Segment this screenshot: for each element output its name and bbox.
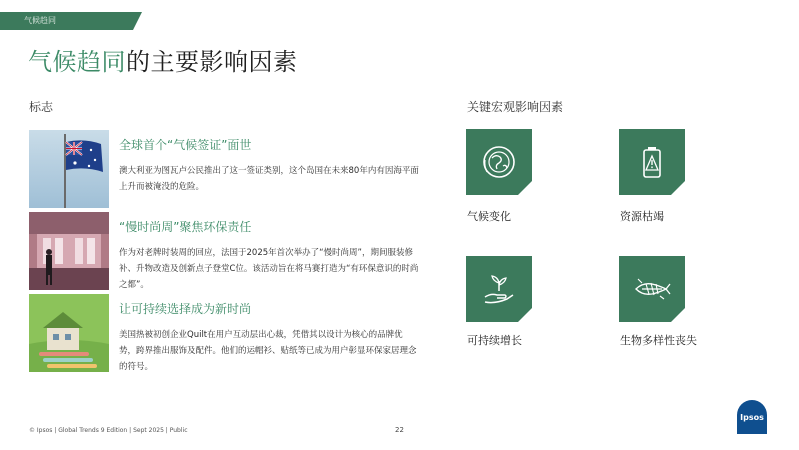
climate-change-tile [466, 129, 532, 195]
biodiversity-loss-tile [619, 256, 685, 322]
factor-label: 资源枯竭 [620, 210, 664, 223]
footer-text: © Ipsos | Global Trends 9 Edition | Sept 2025 | Public [29, 427, 188, 434]
page-title [28, 42, 298, 77]
factor-label: 可持续增长 [467, 334, 522, 347]
page-number: 22 [395, 426, 404, 434]
item-headline: 全球首个“气候签证”面世 [119, 138, 252, 152]
globe-icon [479, 142, 519, 182]
factor-label: 生物多样性丧失 [620, 334, 697, 347]
ipsos-logo: Ipsos [737, 400, 767, 434]
australia-flag-photo [29, 130, 109, 208]
fish-bone-icon [632, 269, 672, 309]
indicator-item-climate-visa [29, 130, 419, 212]
indicator-item-slow-fashion [29, 212, 419, 294]
title-accent: 气候趋同 [28, 48, 126, 76]
battery-warning-icon [632, 142, 672, 182]
indicator-item-sustainable-trend [29, 294, 419, 376]
hand-plant-icon [479, 269, 519, 309]
item-body: 美国热被初创企业Quilt在用户互动层出心裁，凭借其以设计为核心的品牌优势，跨界推出服饰及配件。他们的运帽衫、贴纸等已成为用户彰显环保家居理念的符号。 [119, 330, 417, 372]
item-body: 作为对老牌时装周的回应，法国于2025年首次举办了“慢时尚周”，期间服装修补、升物改造及创新点子登堂C位。该活动旨在将马赛打造为“有环保意识的时尚之都”。 [119, 248, 419, 290]
quilt-house-photo [29, 294, 109, 372]
factor-label: 气候变化 [467, 210, 511, 223]
sustainable-growth-tile [466, 256, 532, 322]
macro-factors-heading: 关键宏观影响因素 [467, 100, 564, 114]
indicators-heading: 标志 [29, 100, 54, 114]
item-headline: “慢时尚周”聚焦环保责任 [119, 220, 252, 234]
title-rest: 的主要影响因素 [126, 48, 298, 76]
section-tag: 气候趋同 [0, 12, 133, 30]
item-headline: 让可持续选择成为新时尚 [119, 302, 252, 316]
item-body: 澳大利亚为图瓦卢公民推出了这一签证类别，这个岛国在未来80年内有因海平面上升而被淹没的危险。 [119, 166, 419, 192]
fashion-show-photo [29, 212, 109, 290]
resource-depletion-tile [619, 129, 685, 195]
